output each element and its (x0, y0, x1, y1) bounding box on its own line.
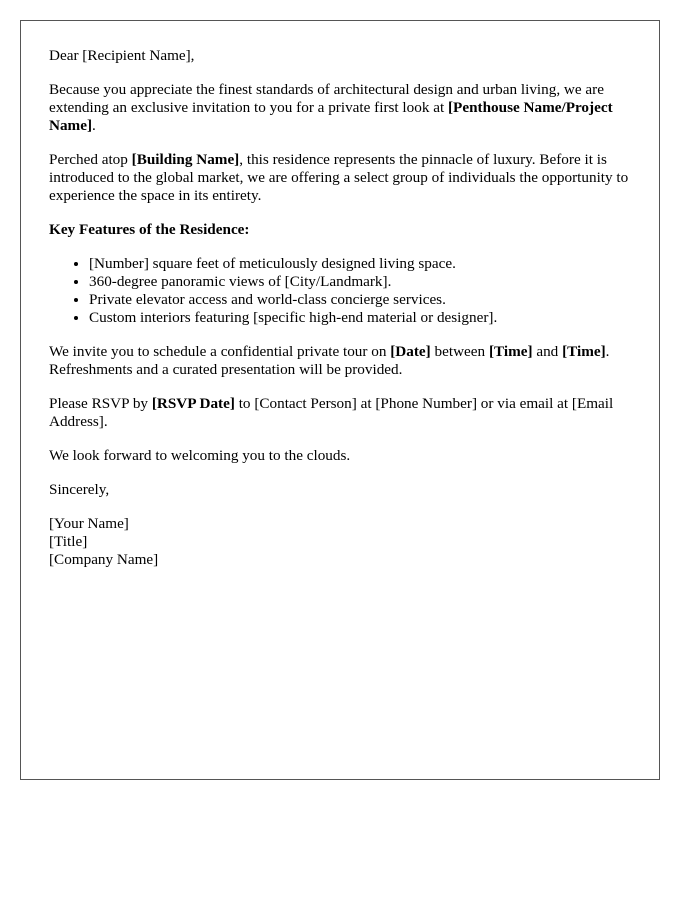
tour-post: . Refreshments and a curated presentation will be provided. (49, 343, 610, 378)
signature-company: [Company Name] (49, 551, 159, 568)
list-item: • Private elevator access and world-class concierge services. (89, 291, 631, 309)
rsvp-paragraph (49, 395, 631, 431)
tour-date: [Date] (390, 343, 431, 360)
list-item: • [Number] square feet of meticulously designed living space. (89, 255, 631, 273)
rsvp-date: [RSVP Date] (151, 395, 235, 412)
tour-time-start: [Time] (488, 343, 533, 360)
signature-block (49, 515, 631, 569)
intro-paragraph (49, 81, 631, 135)
intro-end: . (92, 117, 96, 134)
features-heading-text: Key Features of the Residence: (49, 221, 250, 238)
features-list (49, 255, 631, 327)
tour-paragraph (49, 343, 631, 379)
signature-name: [Your Name] (49, 515, 129, 532)
intro-text: Because you appreciate the finest standards of architectural design and urban living, we are extending an exclusive invitation to you for a private first look at (49, 81, 604, 116)
project-name: [Penthouse Name/Project Name] (49, 99, 613, 134)
list-item: • Custom interiors featuring [specific high-end material or designer]. (89, 309, 631, 327)
rsvp-post: to [Contact Person] at [Phone Number] or via email at [Email Address]. (49, 395, 614, 430)
building-name: [Building Name] (131, 151, 240, 168)
signature-title: [Title] (49, 533, 88, 550)
perched-pre: Perched atop (49, 151, 132, 168)
features-heading (49, 221, 631, 239)
rsvp-pre: Please RSVP by (49, 395, 152, 412)
closing-line: We look forward to welcoming you to the clouds. (49, 447, 351, 464)
greeting: Dear [Recipient Name], (49, 47, 195, 64)
sign-off: Sincerely, (49, 481, 110, 498)
perched-text: , this residence represents the pinnacle of luxury. Before it is introduced to the global market, we are offering a select group of individuals the opportunity to experience the space in its entirety. (49, 151, 629, 204)
tour-between: between (430, 343, 489, 360)
perched-paragraph (49, 151, 631, 205)
tour-and: and (532, 343, 563, 360)
letter (20, 20, 660, 780)
tour-time-end: [Time] (562, 343, 606, 360)
tour-pre: We invite you to schedule a confidential private tour on (49, 343, 391, 360)
list-item: • 360-degree panoramic views of [City/Landmark]. (89, 273, 631, 291)
